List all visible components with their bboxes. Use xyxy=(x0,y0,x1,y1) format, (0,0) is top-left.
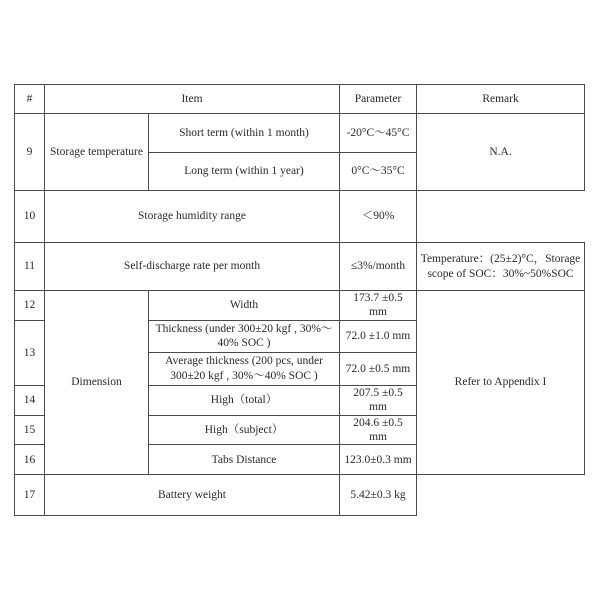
row-number: 10 xyxy=(15,191,45,243)
row-number: 12 xyxy=(15,291,45,321)
item-group: Storage temperature xyxy=(45,114,149,191)
spec-table xyxy=(14,84,585,516)
item-group: Dimension xyxy=(45,291,149,475)
parameter-cell: -20°C～45°C xyxy=(340,114,417,153)
parameter-cell: ≤3%/month xyxy=(340,243,417,291)
sub-item: Long term (within 1 year) xyxy=(149,153,340,191)
table-row xyxy=(15,191,585,243)
row-number: 17 xyxy=(15,475,45,516)
sub-item: Thickness (under 300±20 kgf , 30%～40% SOC ) xyxy=(149,320,340,352)
parameter-cell: 72.0 ±0.5 mm xyxy=(340,352,417,385)
header-remark: Remark xyxy=(417,85,585,114)
parameter-cell: 173.7 ±0.5 mm xyxy=(340,291,417,321)
sub-item: Short term (within 1 month) xyxy=(149,114,340,153)
sub-item: Average thickness (200 pcs, under 300±20 kgf , 30%～40% SOC ) xyxy=(149,352,340,385)
header-row xyxy=(15,85,585,114)
row-number: 15 xyxy=(15,415,45,445)
table-row xyxy=(15,243,585,291)
parameter-cell: 72.0 ±1.0 mm xyxy=(340,320,417,352)
sub-item: Width xyxy=(149,291,340,321)
item-cell: Storage humidity range xyxy=(45,191,340,243)
table-row xyxy=(15,114,585,153)
parameter-cell: 123.0±0.3 mm xyxy=(340,445,417,475)
row-number: 16 xyxy=(15,445,45,475)
row-number: 11 xyxy=(15,243,45,291)
remark-cell: N.A. xyxy=(417,114,585,191)
sub-item: High（total） xyxy=(149,385,340,415)
parameter-cell: 207.5 ±0.5 mm xyxy=(340,385,417,415)
remark-cell: Temperature：(25±2)°C，Storage scope of SOC：30%~50%SOC xyxy=(417,243,585,291)
parameter-cell: 0°C～35°C xyxy=(340,153,417,191)
header-num: # xyxy=(15,85,45,114)
parameter-cell: 5.42±0.3 kg xyxy=(340,475,417,516)
parameter-cell: ＜90% xyxy=(340,191,417,243)
row-number: 14 xyxy=(15,385,45,415)
table-row xyxy=(15,475,585,516)
parameter-cell: 204.6 ±0.5 mm xyxy=(340,415,417,445)
row-number: 13 xyxy=(15,320,45,385)
sub-item: High（subject） xyxy=(149,415,340,445)
header-item: Item xyxy=(45,85,340,114)
remark-cell: Refer to Appendix I xyxy=(417,291,585,475)
row-number: 9 xyxy=(15,114,45,191)
table-row xyxy=(15,291,585,321)
header-parameter: Parameter xyxy=(340,85,417,114)
sub-item: Tabs Distance xyxy=(149,445,340,475)
item-cell: Battery weight xyxy=(45,475,340,516)
item-cell: Self-discharge rate per month xyxy=(45,243,340,291)
